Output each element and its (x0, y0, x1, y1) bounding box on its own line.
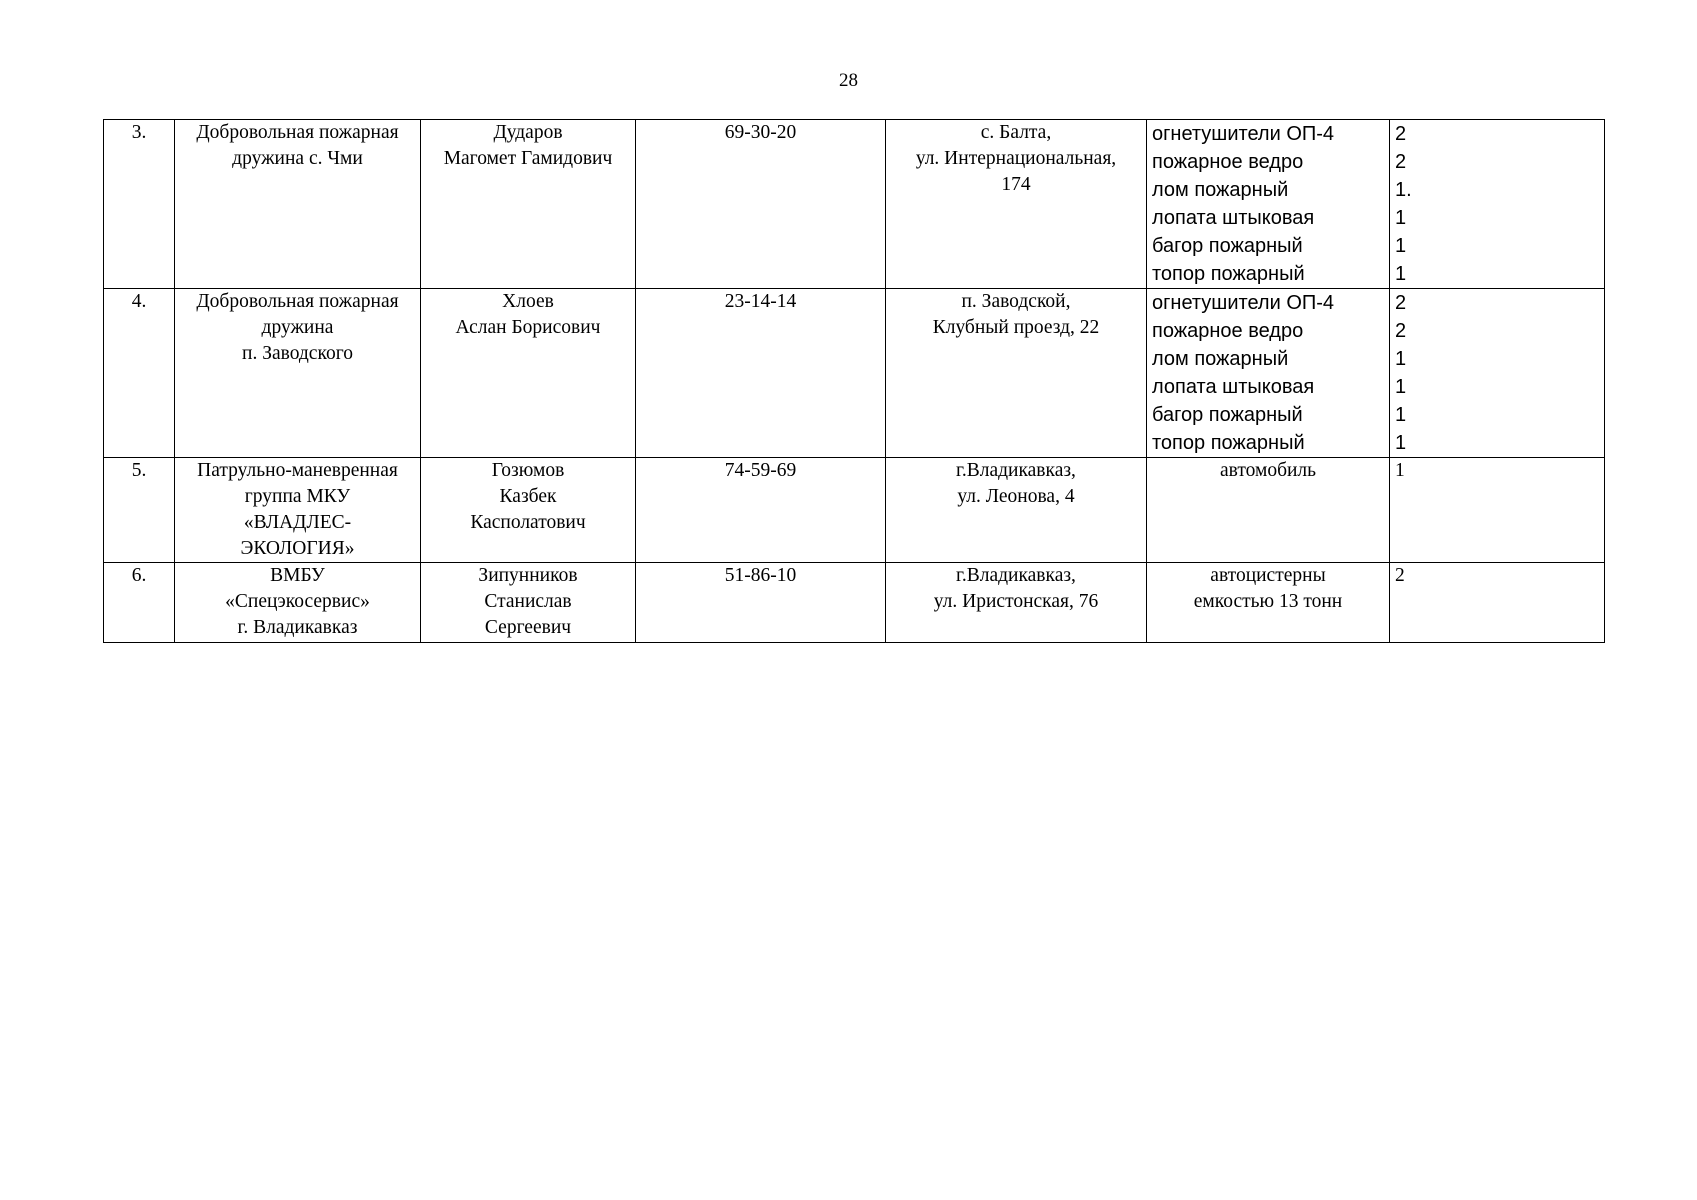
equipment-item: огнетушители ОП-4 (1152, 292, 1335, 314)
quantity-value: 1 (1395, 348, 1407, 370)
equipment-item: лом пожарный (1152, 179, 1289, 201)
equipment-item: багор пожарный (1152, 404, 1303, 426)
organization-cell (175, 120, 421, 289)
row-number: 5. (104, 458, 175, 563)
organization-line: ВМБУ (270, 565, 325, 586)
equipment-item: лом пожарный (1152, 348, 1289, 370)
quantity-value: 1 (1395, 235, 1407, 257)
head-line: Станислав (484, 591, 572, 612)
equipment-item: багор пожарный (1152, 235, 1303, 257)
organization-line: г. Владикавказ (237, 617, 358, 638)
head-line: Аслан Борисович (455, 317, 601, 338)
quantity-value: 2 (1395, 123, 1407, 145)
organization-line: Патрульно-маневренная (197, 460, 398, 481)
head-line: Казбек (499, 486, 557, 507)
organization-line: группа МКУ (244, 486, 351, 507)
head-cell (421, 289, 636, 458)
address-cell (886, 563, 1147, 643)
quantity-cell (1390, 563, 1605, 643)
equipment-item: автоцистерны (1210, 565, 1326, 586)
quantity-cell (1390, 289, 1605, 458)
address-line: 174 (1001, 174, 1031, 195)
head-cell (421, 563, 636, 643)
address-cell (886, 289, 1147, 458)
equipment-item: топор пожарный (1152, 263, 1305, 285)
head-line: Зипунников (478, 565, 578, 586)
row-number: 4. (104, 289, 175, 458)
quantity-value: 2 (1395, 292, 1407, 314)
equipment-cell (1147, 458, 1390, 563)
address-line: с. Балта, (980, 122, 1052, 143)
quantity-value: 1 (1395, 460, 1405, 481)
organization-line: п. Заводского (242, 343, 353, 364)
address-line: п. Заводской, (961, 291, 1071, 312)
table-row (104, 289, 1605, 458)
page-number: 28 (839, 70, 858, 91)
organization-cell (175, 458, 421, 563)
address-line: ул. Леонова, 4 (957, 486, 1075, 507)
head-line: Касполатович (470, 512, 586, 533)
organization-line: дружина (261, 317, 334, 338)
head-line: Сергеевич (484, 617, 572, 638)
organization-line: Добровольная пожарная (196, 122, 399, 143)
equipment-item: лопата штыковая (1152, 376, 1315, 398)
equipment-item: топор пожарный (1152, 432, 1305, 454)
quantity-value: 2 (1395, 151, 1407, 173)
organization-line: «ВЛАДЛЕС- (243, 512, 352, 533)
organization-line: дружина с. Чми (232, 148, 363, 169)
row-number: 6. (104, 563, 175, 643)
organization-cell (175, 563, 421, 643)
address-line: г.Владикавказ, (956, 460, 1076, 481)
phone-cell: 23-14-14 (636, 289, 886, 458)
quantity-value: 2 (1395, 565, 1405, 586)
equipment-item: огнетушители ОП-4 (1152, 123, 1335, 145)
quantity-value: 1 (1395, 376, 1407, 398)
table-row (104, 120, 1605, 289)
table-row (104, 563, 1605, 643)
equipment-item: лопата штыковая (1152, 207, 1315, 229)
organization-line: Добровольная пожарная (196, 291, 399, 312)
address-cell (886, 458, 1147, 563)
quantity-value: 1. (1395, 179, 1412, 201)
phone-cell: 69-30-20 (636, 120, 886, 289)
head-cell (421, 120, 636, 289)
address-line: ул. Интернациональная, (915, 148, 1117, 169)
head-line: Магомет Гамидович (443, 148, 613, 169)
address-line: ул. Иристонская, 76 (933, 591, 1099, 612)
head-line: Хлоев (502, 291, 554, 312)
equipment-item: емкостью 13 тонн (1193, 591, 1343, 612)
equipment-item: пожарное ведро (1152, 151, 1304, 173)
quantity-value: 1 (1395, 263, 1407, 285)
address-line: г.Владикавказ, (956, 565, 1076, 586)
equipment-item: пожарное ведро (1152, 320, 1304, 342)
organization-line: ЭКОЛОГИЯ» (240, 538, 355, 559)
head-line: Гозюмов (491, 460, 565, 481)
table-row (104, 458, 1605, 563)
head-line: Дударов (493, 122, 563, 143)
equipment-cell (1147, 120, 1390, 289)
organization-cell (175, 289, 421, 458)
equipment-cell (1147, 563, 1390, 643)
phone-cell: 51-86-10 (636, 563, 886, 643)
equipment-cell (1147, 289, 1390, 458)
quantity-value: 1 (1395, 432, 1407, 454)
row-number: 3. (104, 120, 175, 289)
head-cell (421, 458, 636, 563)
organization-line: «Спецэкосервис» (225, 591, 370, 612)
quantity-value: 1 (1395, 404, 1407, 426)
quantity-value: 2 (1395, 320, 1407, 342)
phone-cell: 74-59-69 (636, 458, 886, 563)
address-cell (886, 120, 1147, 289)
address-line: Клубный проезд, 22 (932, 317, 1100, 338)
quantity-value: 1 (1395, 207, 1407, 229)
quantity-cell (1390, 458, 1605, 563)
quantity-cell (1390, 120, 1605, 289)
organizations-table (103, 119, 1605, 643)
equipment-item: автомобиль (1219, 460, 1317, 481)
